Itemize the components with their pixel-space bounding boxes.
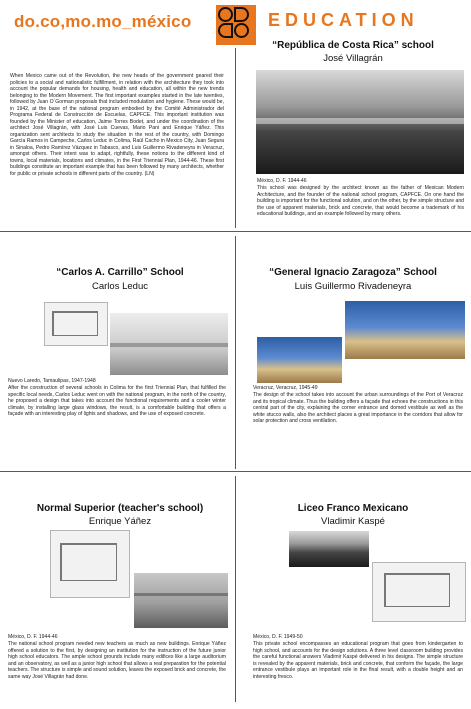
architect-name: Vladimir Kaspé	[321, 516, 385, 527]
school-location: Nuevo Laredo, Tamaulipas, 1947-1948	[8, 378, 96, 384]
school-photo	[134, 573, 228, 628]
school-description: The national school program needed new teachers as much as new buildings. Enrique Yáñez offered a solution to the first, by designing an institution for the instruction of the future junior high school educators. The ample school grounds include many edifices like a large auditorium and an observatory, as well as a junior high school that allows a real preparation for the potential teachers. The structure is simple and sound solution, leaves the exposed brick and concrete, the same way José Villagrán had done.	[8, 641, 226, 680]
docomomo-logo-icon	[216, 5, 256, 45]
school-photo	[289, 531, 369, 567]
school-description: This private school encompasses an educational program that goes from kindergarten to high school, and accounts for the design solutions. A three level classroom building provides the careful functional answers Vladimir Kaspé delivered in his designs. The simple structure is revealed by the apparent materials, brick and concrete, that conform the façade, the large entrance vestibule plays an important role in the final result, with a double height and an interesting fresco.	[253, 641, 463, 680]
school-description: This school was designed by the architect known as the father of Mexican Modern Architecture, and the founder of the national school program, CAPFCE. On one hand the building is important for the functional solution, and on the other, by the simple structure and the use of apparent materials, brick and concrete, that would become a trademark of his educational buildings, and an example followed by many others.	[257, 185, 464, 217]
architect-name: Carlos Leduc	[92, 281, 148, 292]
school-location: Veracruz, Veracruz, 1945-49	[253, 385, 318, 391]
architect-name: Enrique Yáñez	[88, 516, 152, 527]
column-divider	[235, 476, 236, 702]
school-name: “República de Costa Rica” school	[272, 40, 434, 51]
school-description: After the construction of several schools in Colima for the first Triennial Plan, that fulfilled the specific local needs, Carlos Leduc went on with the national program, in the north of the country, he proposed a design that takes into account the functional requirements and a cooler winter climate, by installing large glass windows, the result, is a comfortable building that offers a façade with an interesting play of lights and shadows, and the use of exposed concrete.	[8, 385, 226, 417]
school-plan-drawing	[372, 562, 466, 622]
school-photo	[257, 337, 342, 383]
column-divider	[235, 236, 236, 469]
architect-name: Luis Guillermo Rivadeneyra	[294, 281, 412, 292]
school-location: México, D. F. 1949-50	[253, 634, 303, 640]
school-name: Normal Superior (teacher's school)	[36, 503, 204, 514]
school-description: The design of the school takes into account the urban surroundings of the Port of Veracruz and its tropical climate. Thus the building offers a façade that echoes the constructions in this central part of the city, explaining the corner entrance and domed vestibule as well as the white stucco walls, also the architect places a great importance in the corridors that allow for solar protection and cross ventilation.	[253, 392, 463, 424]
school-location: México, D. F. 1944-46	[257, 178, 307, 184]
school-photo	[110, 313, 228, 375]
school-name: “Carlos A. Carrillo” School	[56, 267, 184, 278]
column-divider	[235, 48, 236, 228]
row-divider	[0, 231, 471, 232]
architect-name: José Villagrán	[323, 53, 383, 64]
school-plan-drawing	[44, 302, 108, 346]
school-name: Liceo Franco Mexicano	[297, 503, 409, 514]
school-location: México, D. F. 1944-46	[8, 634, 58, 640]
school-name: “General Ignacio Zaragoza” School	[269, 267, 437, 278]
row-divider	[0, 471, 471, 472]
section-title: EDUCATION	[268, 10, 419, 30]
school-plan-drawing	[50, 530, 130, 598]
brand-title: do.co,mo.mo_méxico	[14, 12, 192, 31]
intro-text: When Mexico came out of the Revolution, the new heads of the government geared their policies to a social and nationalistic fulfillment, in relation with the architecture they took into account the popular demands for housing, health and education, all within the new trends belonging to the Modern Movement. The first important examples started in the late twenties, followed by Juan O´Gorman proposals that included modulation and hygiene. These would be, in 1942, at the base of the national program embodied by the Comité Administrador del Programa Federal de Construcción de Escuelas, CAPFCE. This important institution was founded by the Minister of education, Jaime Torres Bodet, and under the coordination of the architect José Villagrán, with José Luis Cuevas, Mario Pani and Enrique Yáñez. This organization sent architects to study the situation in the rest of the country, with Domingo García Ramos in Campeche, Carlos Leduc in Colima, Raúl Cacho in Mexico City, Juan Segura in Sinaloa, Pedro Ramírez Vázquez in Tabasco, and Luis Guillermo Rivadeneyra in Veracruz, amongst others. Their intent was to adapt, rightfully, these notions to the different kind of towns, local materials, locations and climates, in the First Triennial Plan, 1944-46. These first buildings constitute an important example that has been followed by many architects, whether for public or private schools in different parts of the country. (LN)	[10, 73, 224, 177]
school-photo	[256, 70, 464, 174]
school-photo	[345, 301, 465, 359]
